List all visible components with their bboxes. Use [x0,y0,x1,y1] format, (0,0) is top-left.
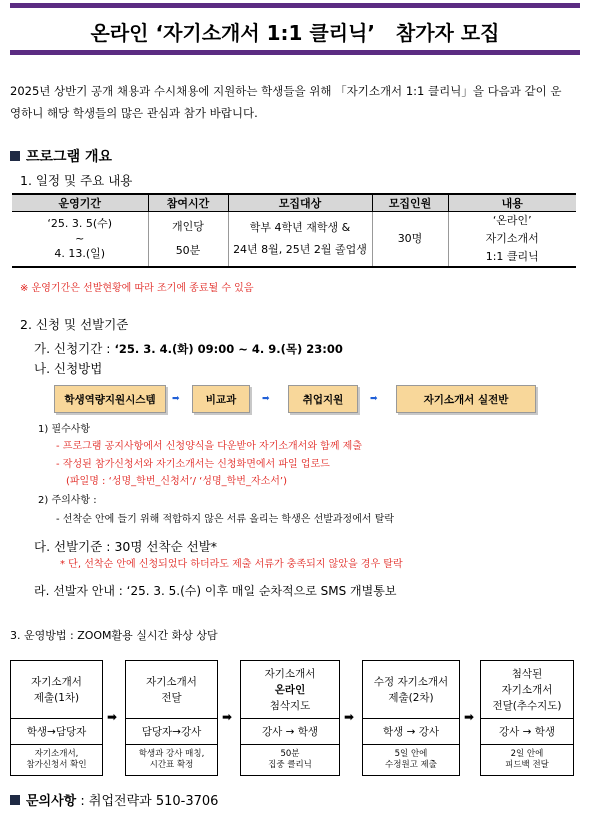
flow-title-line: 자기소개서 [31,675,82,688]
apply-period-label: 가. 신청기간 : [34,341,115,356]
flow-box-detail [11,745,102,775]
flow-box-title [241,661,339,719]
arrow-right-icon: ➡ [107,710,118,724]
flow-box-title [11,661,102,719]
time-line-1: 개인당 [172,220,204,233]
content-cell [448,212,576,268]
content-line-1: ‘온라인’ [492,214,532,227]
required-title: 1) 필수사항 [38,424,91,435]
required-item-2: - 작성된 참가신청서와 자기소개서는 신청화면에서 파일 업로드 [56,459,330,470]
period-start: ‘25. 3. 5(수) [47,217,113,230]
time-cell [148,212,228,268]
period-cell [12,212,148,268]
count-cell: 30명 [372,212,448,268]
caution-item-1: - 선착순 안에 들기 위해 적합하지 않은 서류 올리는 학생은 선발과정에서 탈락 [56,514,395,525]
flow-detail-line: 수정원고 제출 [385,760,437,770]
flow-detail-line: 50분 [280,749,300,759]
flow-title-line: 온라인 [274,683,306,696]
table-header: 참여시간 [148,194,228,212]
intro-paragraph: 2025년 상반기 공개 채용과 수시채용에 지원하는 학생들을 위해 「자기소개서 1:1 클리닉」을 다음과 같이 운영하니 해당 학생들의 많은 관심과 참가 바랍니다. [10,84,562,120]
apply-period [34,339,343,357]
table-header: 내용 [448,194,576,212]
operate-subheading: 3. 운영방법 : ZOOM활용 실시간 화상 상담 [10,629,218,642]
table-row [12,212,576,268]
apply-subheading: 2. 신청 및 선발기준 [20,317,129,332]
flow-box-title [481,661,573,719]
flow-title-line: 자기소개서 [501,683,553,696]
apply-method-label: 나. 신청방법 [34,361,103,376]
schedule-table [12,193,576,268]
flow-box-4 [362,660,460,776]
flow-title-line: 수정 자기소개서 [373,675,449,688]
target-line-1: 학부 4학년 재학생 & [249,221,351,234]
flow-box-direction: 강사 → 학생 [481,719,573,745]
contact-value: 취업전략과 510-3706 [88,794,219,809]
flow-title-line: 전달(추수지도) [492,699,562,712]
flow-detail-line: 2일 안에 [510,749,544,759]
caution-title: 2) 주의사항 : [38,495,97,506]
flow-detail-line: 학생과 강사 매칭, [138,749,205,759]
square-bullet-icon [10,795,20,805]
flow-box-1 [10,660,103,776]
table-header: 운영기간 [12,194,148,212]
flow-box-detail [126,745,217,775]
required-item-1: - 프로그램 공지사항에서 신청양식을 다운받아 자기소개서와 함께 제출 [56,441,362,452]
flow-title-line: 제출(1차) [33,691,80,704]
flow-detail-line: 자기소개서, [34,749,79,759]
flow-box-direction: 학생 → 강사 [363,719,459,745]
criteria-note: * 단, 선착순 안에 신청되었다 하더라도 제출 서류가 충족되지 않았을 경우 탈락 [60,559,403,570]
target-line-2: 24년 8월, 25년 2월 졸업생 [233,243,367,256]
arrow-right-icon: ➡ [464,710,475,724]
criteria-label: 다. 선발기준 : 30명 선착순 선발* [34,539,218,554]
arrow-right-icon: ➡ [222,710,233,724]
schedule-note: ※ 운영기간은 선발현황에 따라 조기에 종료될 수 있음 [20,283,254,294]
contact-line [10,790,218,809]
arrow-right-icon: ➡ [344,710,355,724]
flow-box-title [363,661,459,719]
flow-box-detail [363,745,459,775]
flow-box-detail [241,745,339,775]
flow-detail-line: 시간표 확정 [149,760,194,770]
time-line-2: 50분 [175,244,201,257]
target-cell [228,212,372,268]
step-student-system: 학생역량지원시스템 [54,385,166,413]
flow-title-line: 첨삭된 [511,667,543,680]
step-extracurricular: 비교과 [192,385,250,413]
flow-box-title [126,661,217,719]
table-header: 모집대상 [228,194,372,212]
table-header: 모집인원 [372,194,448,212]
flow-box-detail [481,745,573,775]
step-employment-support: 취업지원 [288,385,358,413]
content-line-2: 자기소개서 [485,232,539,245]
flow-box-2 [125,660,218,776]
period-end: 4. 13.(일) [54,247,106,260]
page-title: 온라인 ‘자기소개서 1:1 클리닉’ 참가자 모집 [90,21,500,45]
flow-title-line: 첨삭지도 [269,699,311,712]
step-cover-letter-class: 자기소개서 실전반 [396,385,536,413]
flow-title-line: 전달 [161,691,182,704]
selection-notice: 라. 선발자 안내 : ‘25. 3. 5.(수) 이후 매일 순차적으로 SMS 개별통보 [34,584,397,598]
flow-detail-line: 집중 클리닉 [268,760,312,770]
flow-detail-line: 피드백 전달 [505,760,549,770]
contact-separator: : [76,794,89,809]
arrow-right-icon: ➡ [172,394,180,404]
flow-box-5 [480,660,574,776]
top-purple-bar [10,3,580,8]
content-line-3: 1:1 클리닉 [485,250,539,263]
square-bullet-icon [10,151,20,161]
flow-box-direction: 학생→담당자 [11,719,102,745]
arrow-right-icon: ➡ [370,394,378,404]
flow-detail-line: 참가신청서 확인 [26,760,87,770]
flow-box-direction: 강사 → 학생 [241,719,339,745]
period-tilde: ~ [75,232,85,245]
program-heading-text: 프로그램 개요 [26,149,113,165]
required-item-3: (파일명 : ‘성명_학번_신청서’/ ‘성명_학번_자소서’) [66,476,288,487]
apply-period-value: ‘25. 3. 4.(화) 09:00 ~ 4. 9.(목) 23:00 [114,342,343,356]
flow-title-line: 제출(2차) [388,691,434,704]
flow-title-line: 자기소개서 [264,667,316,680]
flow-box-direction: 담당자→강사 [126,719,217,745]
arrow-right-icon: ➡ [262,394,270,404]
schedule-subheading: 1. 일정 및 주요 내용 [20,173,133,188]
contact-heading: 문의사항 [26,794,77,809]
program-heading [10,146,112,166]
flow-detail-line: 5일 안에 [394,749,428,759]
flow-title-line: 자기소개서 [146,675,197,688]
flow-box-3 [240,660,340,776]
bottom-purple-bar [10,50,580,55]
table-header-row [12,194,576,212]
